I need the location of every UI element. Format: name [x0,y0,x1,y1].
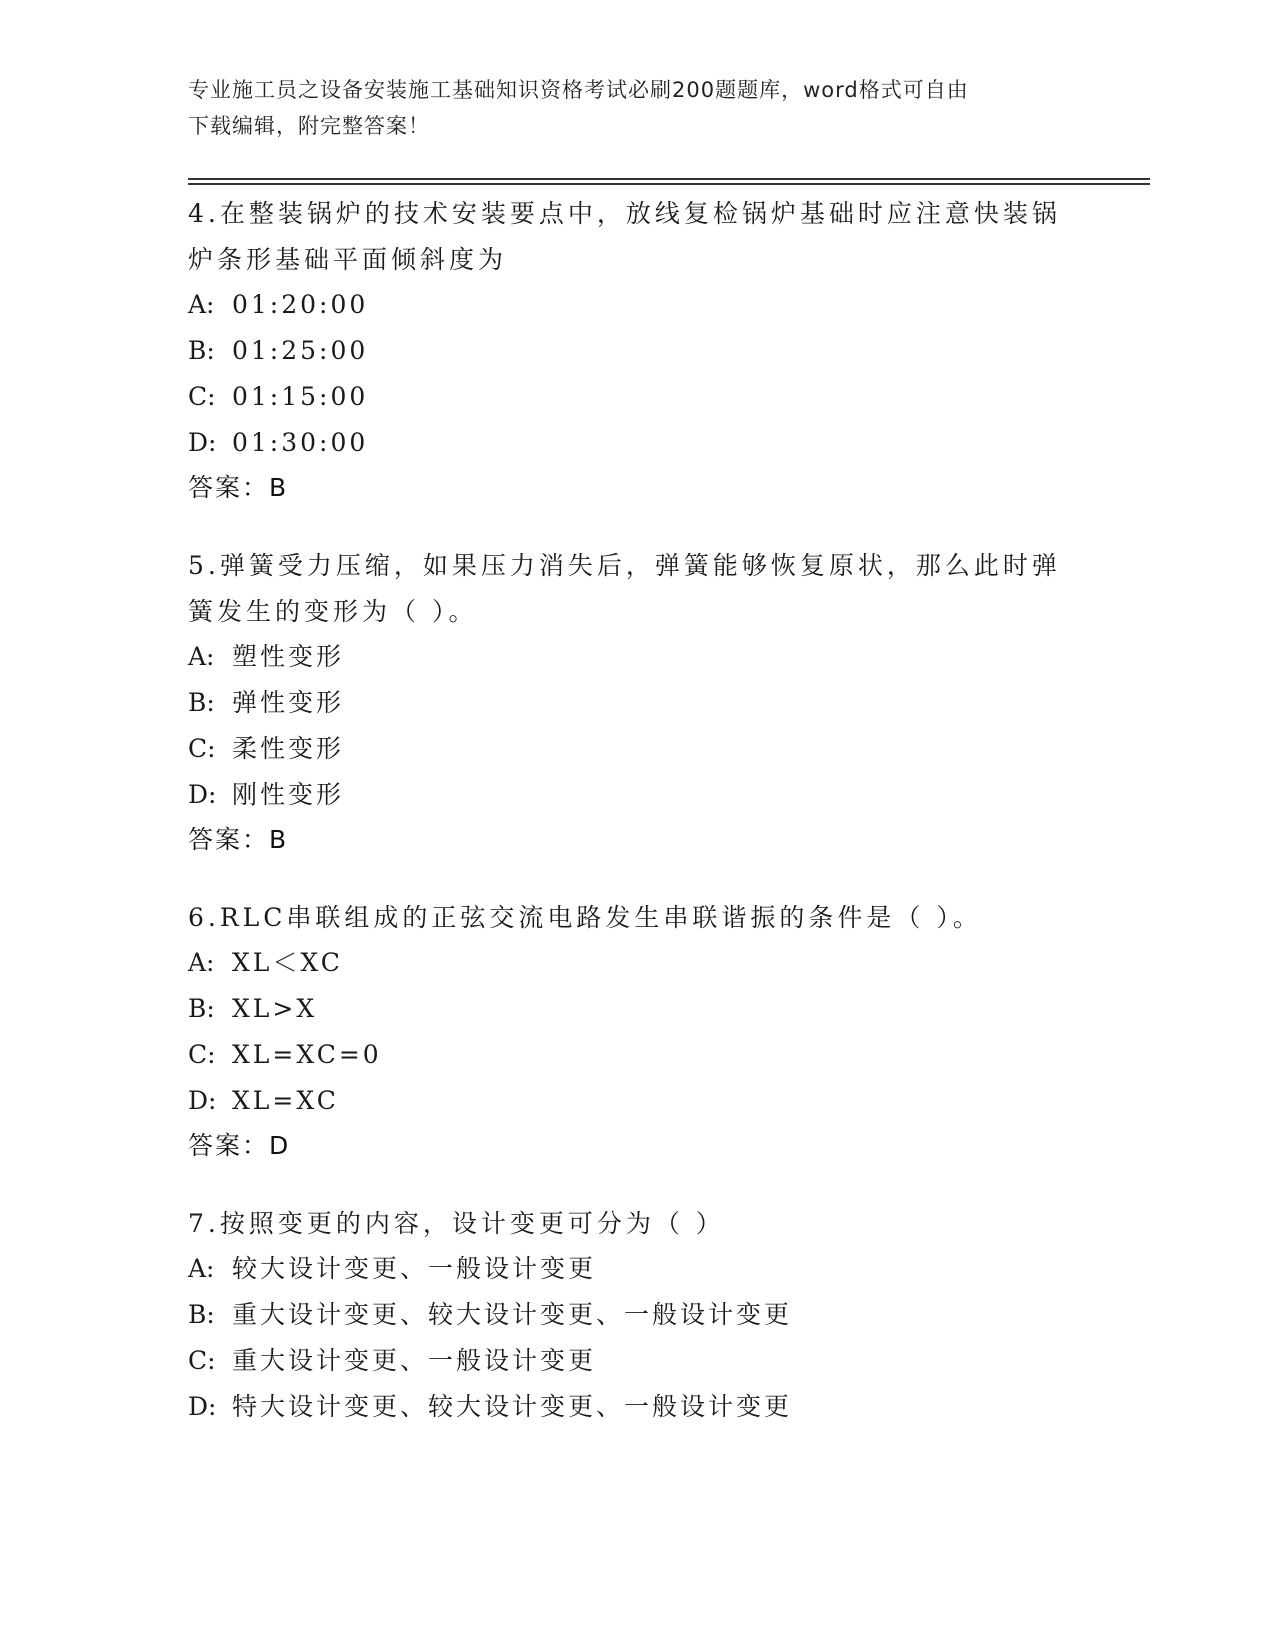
question-list [188,190,1088,1462]
option-text: 弹性变形 [232,688,345,717]
option-a [188,1246,1088,1292]
option-key: A: [188,948,215,977]
option-key: D: [188,1086,217,1115]
option-text: 01:20:00 [232,290,369,319]
question-title-line-2: 炉条形基础平面倾斜度为 [188,245,508,274]
option-key: B: [188,994,215,1023]
question-title-line-1: 4.在整装锅炉的技术安装要点中，放线复检锅炉基础时应注意快装锅 [188,199,1061,228]
option-key: B: [188,1300,215,1329]
option-d [188,772,1088,818]
option-text: XL>X [232,994,318,1023]
option-b [188,680,1088,726]
question-7 [188,1200,1088,1430]
header-line-1: 专业施工员之设备安装施工基础知识资格考试必刷200题题库，word格式可自由 [188,78,969,102]
answer-text: 答案：B [188,825,289,854]
option-text: 重大设计变更、一般设计变更 [232,1346,597,1375]
option-key: D: [188,428,217,457]
option-d [188,1384,1088,1430]
option-key: C: [188,1346,216,1375]
option-d [188,420,1088,466]
option-text: 柔性变形 [232,734,345,763]
question-6 [188,894,1088,1168]
option-text: 刚性变形 [232,780,345,809]
option-text: 01:15:00 [232,382,369,411]
option-text: XL＜XC [232,948,343,977]
question-title-line-1: 5.弹簧受力压缩，如果压力消失后，弹簧能够恢复原状，那么此时弹 [188,551,1061,580]
option-text: 特大设计变更、较大设计变更、一般设计变更 [232,1392,793,1421]
question-title-line-2: 簧发生的变形为（ ）。 [188,597,478,626]
option-b [188,1292,1088,1338]
option-a [188,634,1088,680]
option-a [188,940,1088,986]
option-c [188,1032,1088,1078]
header-divider-bottom [188,183,1150,185]
question-title-line-1: 7.按照变更的内容，设计变更可分为（ ） [188,1209,725,1238]
option-c [188,726,1088,772]
option-text: XL=XC=0 [232,1040,382,1069]
question-4 [188,190,1088,510]
option-key: A: [188,642,215,671]
option-key: D: [188,780,217,809]
option-text: 01:30:00 [232,428,369,457]
header-divider-top [188,178,1150,180]
option-key: A: [188,290,215,319]
option-b [188,986,1088,1032]
option-key: D: [188,1392,217,1421]
question-title-line-1: 6.RLC串联组成的正弦交流电路发生串联谐振的条件是（ ）。 [188,903,982,932]
option-c [188,1338,1088,1384]
option-text: 塑性变形 [232,642,345,671]
option-key: B: [188,688,215,717]
option-key: C: [188,382,216,411]
option-b [188,328,1088,374]
option-a [188,282,1088,328]
option-key: B: [188,336,215,365]
option-text: 较大设计变更、一般设计变更 [232,1254,597,1283]
option-text: 重大设计变更、较大设计变更、一般设计变更 [232,1300,793,1329]
answer-text: 答案：D [188,1131,291,1160]
option-c [188,374,1088,420]
answer-text: 答案：B [188,473,289,502]
option-key: A: [188,1254,215,1283]
document-header [188,72,1088,144]
option-key: C: [188,1040,216,1069]
option-d [188,1078,1088,1124]
header-line-2: 下载编辑，附完整答案！ [188,114,430,138]
option-text: XL=XC [232,1086,339,1115]
question-5 [188,542,1088,862]
option-key: C: [188,734,216,763]
option-text: 01:25:00 [232,336,369,365]
